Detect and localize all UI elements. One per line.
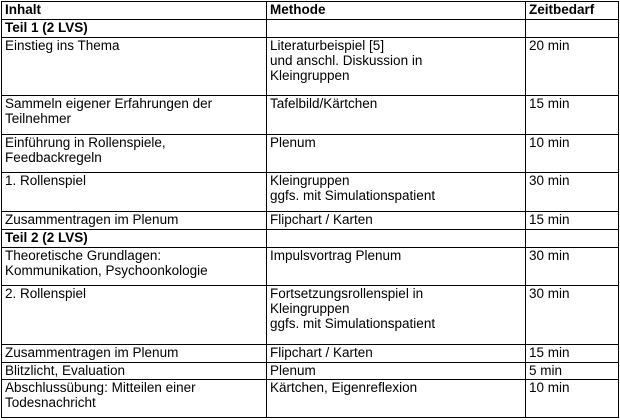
cell-inhalt: Abschlussübung: Mitteilen einer Todesnachricht <box>2 380 267 418</box>
cell-inhalt: Sammeln eigener Erfahrungen der Teilnehmer <box>2 96 267 135</box>
cell-zeit: 10 min <box>526 380 619 418</box>
cell-zeit: 30 min <box>526 247 619 286</box>
table-row <box>2 344 619 362</box>
cell-inhalt: 2. Rollenspiel <box>2 286 267 345</box>
cell-zeit: 15 min <box>526 212 619 230</box>
table-row <box>2 380 619 418</box>
cell-zeit: 20 min <box>526 37 619 96</box>
cell-methode: Flipchart / Karten <box>267 212 526 230</box>
table-row <box>2 247 619 286</box>
cell-methode: Flipchart / Karten <box>267 344 526 362</box>
cell-inhalt: 1. Rollenspiel <box>2 173 267 212</box>
cell-methode: Plenum <box>267 362 526 380</box>
cell-zeit: 30 min <box>526 173 619 212</box>
cell-inhalt: Zusammentragen im Plenum <box>2 344 267 362</box>
section-row <box>2 19 619 37</box>
header-inhalt: Inhalt <box>2 2 267 20</box>
header-methode: Methode <box>267 2 526 20</box>
section-title: Teil 2 (2 LVS) <box>2 229 267 247</box>
header-row <box>2 2 619 20</box>
section-row <box>2 229 619 247</box>
cell-methode: Impulsvortrag Plenum <box>267 247 526 286</box>
cell-methode: Kleingruppen ggfs. mit Simulationspatient <box>267 173 526 212</box>
cell-methode: Kärtchen, Eigenreflexion <box>267 380 526 418</box>
table-row <box>2 212 619 230</box>
cell-zeit: 15 min <box>526 344 619 362</box>
table-row <box>2 286 619 345</box>
cell-methode: Plenum <box>267 134 526 173</box>
header-zeitbedarf: Zeitbedarf <box>526 2 619 20</box>
cell-inhalt: Blitzlicht, Evaluation <box>2 362 267 380</box>
schedule-table <box>1 1 619 418</box>
cell-methode: Tafelbild/Kärtchen <box>267 96 526 135</box>
table-row <box>2 362 619 380</box>
table-row <box>2 96 619 135</box>
cell-inhalt: Einstieg ins Thema <box>2 37 267 96</box>
cell-zeit: 10 min <box>526 134 619 173</box>
table-row <box>2 134 619 173</box>
section-title: Teil 1 (2 LVS) <box>2 19 267 37</box>
cell-inhalt: Theoretische Grundlagen: Kommunikation, Psychoonkologie <box>2 247 267 286</box>
cell-zeit: 5 min <box>526 362 619 380</box>
cell-inhalt: Einführung in Rollenspiele, Feedbackregeln <box>2 134 267 173</box>
table-row <box>2 173 619 212</box>
cell-zeit: 30 min <box>526 286 619 345</box>
cell-inhalt: Zusammentragen im Plenum <box>2 212 267 230</box>
cell-zeit: 15 min <box>526 96 619 135</box>
table-row <box>2 37 619 96</box>
cell-methode: Literaturbeispiel [5] und anschl. Diskussion in Kleingruppen <box>267 37 526 96</box>
cell-methode: Fortsetzungsrollenspiel in Kleingruppen ggfs. mit Simulationspatient <box>267 286 526 345</box>
